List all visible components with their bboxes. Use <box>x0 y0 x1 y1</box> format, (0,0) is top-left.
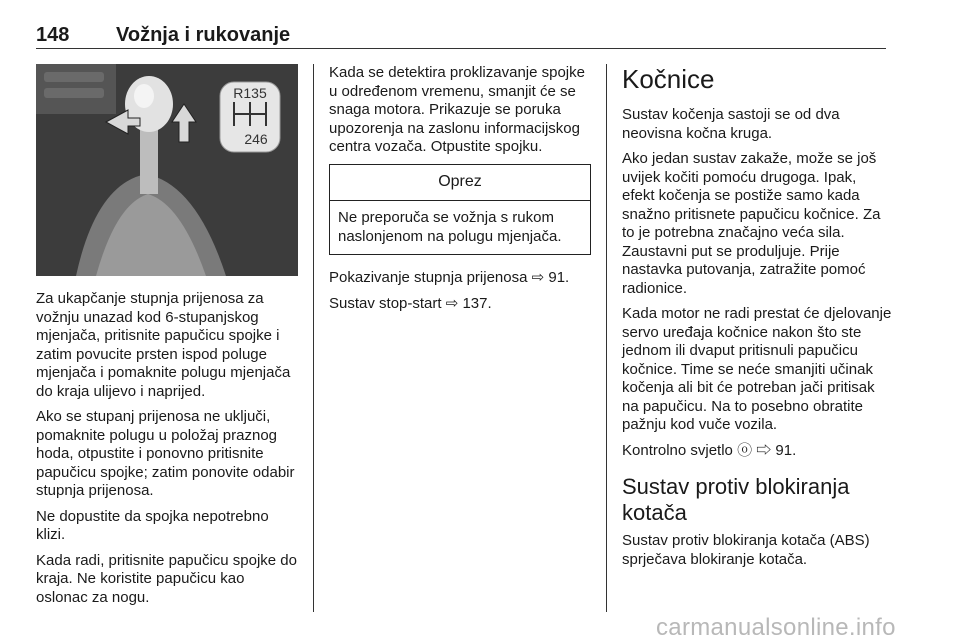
paragraph: Sustav kočenja sastoji se od dva neovisna kočna kruga. <box>622 106 840 142</box>
paragraph: Kada se detektira proklizavanje spojke u određenom vremenu, smanjit će se snaga motora. Prikazuje se poruka upozorenja na zaslonu informacijskog centra vozača. Otpustite spojku. <box>329 64 585 155</box>
paragraph: Kada radi, pritisnite papučicu spojke do kraja. Ne koristite papučicu kao oslonac za nogu. <box>36 551 297 606</box>
paragraph: Za ukapčanje stupnja prijenosa za vožnju unazad kod 6-stupanjskog mjenjača, pritisnite papučicu spojke i zatim povucite prsten ispod poluge mjenjača i pomaknite polugu mjenjača do kraja ulijevo i naprijed. <box>36 290 291 400</box>
gear-shift-illustration <box>36 64 298 276</box>
cross-reference[interactable]: Sustav stop-start ⇨ 137. <box>329 294 492 312</box>
caution-title: Oprez <box>330 165 590 202</box>
column-1 <box>36 64 298 614</box>
subsection-heading: Sustav protiv blokiranja kotača <box>622 474 850 525</box>
paragraph: Ako jedan sustav zakaže, može se još uvijek kočiti pomoću drugoga. Ipak, efekt kočenja se postiže samo kada snažno pritisnete papučicu kočnice. Za to je potrebna značajno veća sila. Zaustavni put se produljuje. Prije nastavka putovanja, zatražite pomoć radionice. <box>622 150 881 297</box>
column-3 <box>622 64 892 576</box>
shift-pattern-bottom: 246 <box>244 131 268 147</box>
cross-reference[interactable]: Pokazivanje stupnja prijenosa ⇨ 91. <box>329 269 570 286</box>
column-divider <box>606 64 607 612</box>
paragraph: Kada motor ne radi prestat će djelovanje servo uređaja kočnice nakon što ste jednom ili dvaput pritisnuli papučicu kočnice. Time se neće smanjiti učinak kočenja ali bit će potreban jači pritisak na papučicu. Na to posebno obratite pažnju kod vuče vozila. <box>622 305 892 433</box>
paragraph: Ne dopustite da spojka nepotrebno klizi. <box>36 507 269 543</box>
gear-shift-drawing <box>36 64 298 276</box>
column-2 <box>329 64 591 320</box>
column-divider <box>313 64 314 612</box>
paragraph: Ako se stupanj prijenosa ne uključi, pomaknite polugu u položaj praznog hoda, otpustite i ponovno pritisnite papučicu spojke; zatim ponovite odabir stupnja prijenosa. <box>36 408 295 499</box>
shift-pattern-top: R135 <box>233 85 267 101</box>
caution-box <box>329 164 591 256</box>
section-heading: Kočnice <box>622 64 715 94</box>
paragraph: Sustav protiv blokiranja kotača (ABS) sprječava blokiranje kotača. <box>622 532 870 568</box>
page-header <box>36 24 886 49</box>
watermark: carmanualsonline.info <box>656 614 896 641</box>
chapter-title: Vožnja i rukovanje <box>116 24 291 46</box>
cross-reference[interactable]: Kontrolno svjetlo ⓞ ⇨ 91. <box>622 441 797 459</box>
page-number: 148 <box>36 24 70 46</box>
caution-text: Ne preporuča se vožnja s rukom naslonjenom na polugu mjenjača. <box>338 209 562 245</box>
